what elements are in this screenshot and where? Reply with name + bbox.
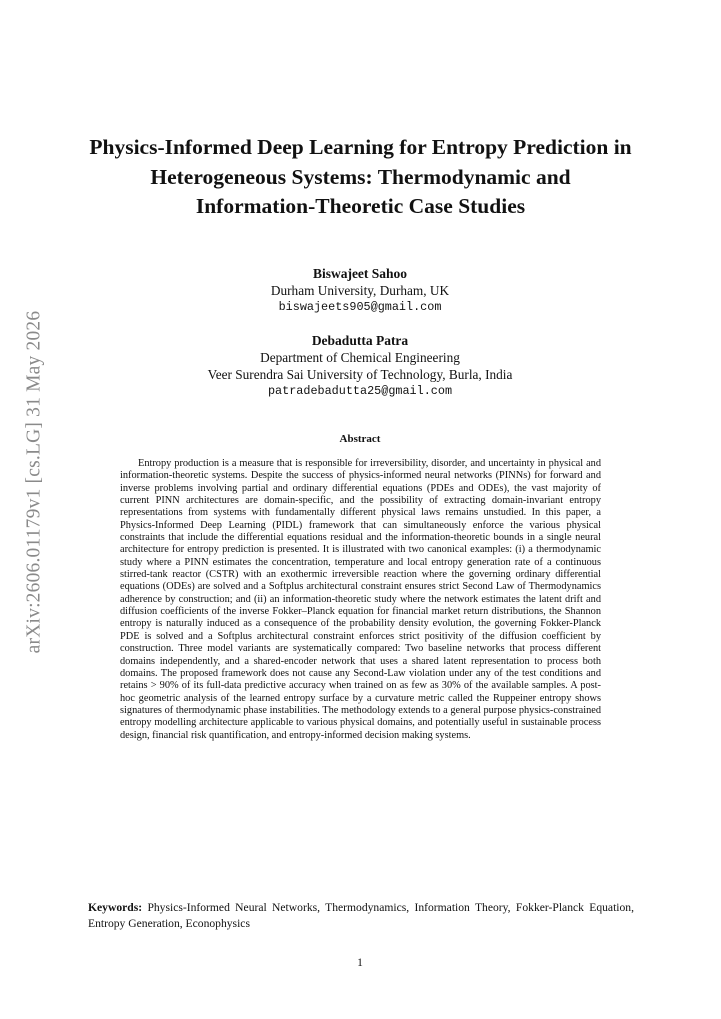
author-affiliation: Veer Surendra Sai University of Technology, Burla, India: [207, 367, 513, 382]
keywords-label: Keywords:: [88, 901, 143, 914]
author-affiliation: Durham University, Durham, UK: [270, 283, 450, 298]
author-block: [120, 332, 600, 400]
author-name: Biswajeet Sahoo: [312, 266, 408, 281]
arxiv-identifier-stamp: [13, 294, 55, 670]
keywords: [88, 900, 634, 932]
page-number: 1: [357, 957, 363, 969]
author-email: biswajeets905@gmail.com: [278, 300, 442, 314]
author-affiliation: Department of Chemical Engineering: [260, 350, 460, 365]
arxiv-identifier-text: arXiv:2606.01179v1 [cs.LG] 31 May 2026: [23, 310, 45, 654]
paper-title: Physics-Informed Deep Learning for Entropy Prediction in Heterogeneous Systems: Thermodynamic and Information-Theoretic Case Studies: [89, 135, 632, 218]
abstract-text: Entropy production is a measure that is responsible for irreversibility, disorder, and uncertainty in physical and information-theoretic systems. Despite the success of physics-informed neural networks (PINNs) for forward and inverse problems involving partial and ordinary differential equations (PDEs and ODEs), the vast majority of current PINN architectures are domain-specific, and the possibility of extracting domain-invariant entropy representations from systems with fundamentally different physical laws remains unstudied. In this paper, a Physics-Informed Deep Learning (PIDL) framework that can simultaneously enforce the various physical constraints that include the differential equations residual and the information-theoretic bounds in a single neural architecture for entropy prediction is presented. It is illustrated with two canonical examples: (i) a thermodynamic study where a PINN estimates the concentration, temperature and local entropy generation rate of a continuous stirred-tank reactor (CSTR) with an exothermic irreversible reaction where the governing ordinary differential equations (ODEs) are solved and a Softplus architectural constraint ensures strict Second Law of Thermodynamics adherence by construction; and (ii) an information-theoretic study where the network estimates the latent drift and diffusion coefficients of the inverse Fokker–Planck equation for financial market return distributions, the Shannon entropy is naturally induced as a consequence of the probability density evolution, the governing Fokker-Planck PDE is solved and a Softplus architectural constraint enforces strict positivity of the diffusion coefficient by construction. Three model variants are systematically compared: Two baseline networks that process different domains independently, and a shared-encoder network that uses a shared latent representation to process both domains. The proposed framework does not cause any Second-Law violation under any of the test conditions and retains > 90% of its full-data predictive accuracy when trained on as few as 30% of the available samples. A post-hoc geometric analysis of the learned entropy surface by a curvature metric called the Ruppeiner entropy shows signatures of thermodynamic phase instabilities. The methodology extends to a general purpose physics-constrained entropy modelling architecture applicable to various physical domains, and potentially useful in sustainable process design, financial risk quantification, and entropy-informed decision making systems.: [120, 458, 601, 741]
author-email: patradebadutta25@gmail.com: [267, 384, 453, 398]
abstract-heading: Abstract: [339, 433, 381, 445]
author-name: Debadutta Patra: [311, 333, 409, 348]
keywords-text: Physics-Informed Neural Networks, Thermodynamics, Information Theory, Fokker-Planck Equation, Entropy Generation, Econophysics: [88, 901, 634, 930]
author-block: [120, 265, 600, 316]
